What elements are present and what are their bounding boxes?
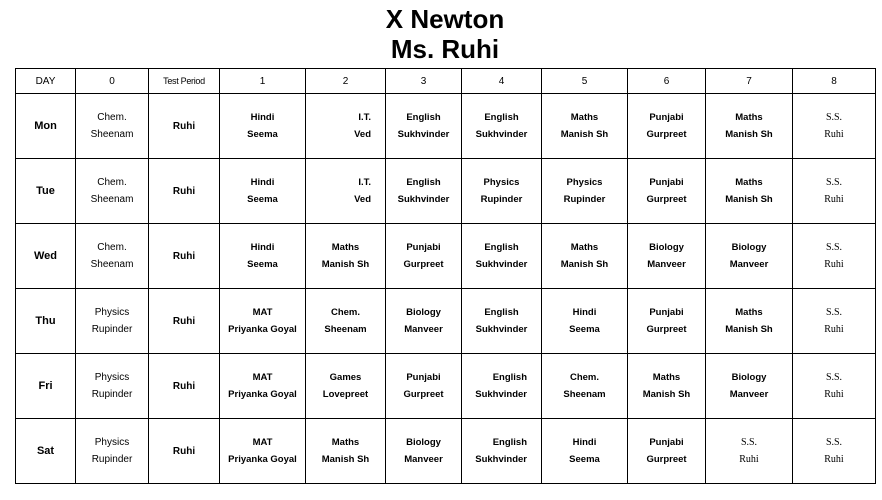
subject-label: Biology [406,436,441,448]
subject-label: I.T. [358,111,371,123]
teacher-label: Sheenam [324,323,367,335]
period-cell [386,159,462,224]
table-row [16,289,876,354]
subject-label: Hindi [572,436,597,448]
table-row [16,224,876,289]
teacher-label: Gurpreet [403,258,444,270]
subject-label: S.S. [825,241,843,253]
period-cell [542,419,628,484]
subject-label: MAT [252,306,273,318]
subject-label: Hindi [250,111,275,123]
teacher-label: Sheenam [90,258,134,270]
table-row [16,159,876,224]
column-header-5: 5 [542,69,628,94]
period-cell [220,224,306,289]
teacher-label: Ruhi [824,258,844,270]
subject-label: Punjabi [406,371,441,383]
period-cell [386,289,462,354]
subject-label: S.S. [825,111,843,123]
teacher-label: Sukhvinder [475,323,528,335]
subject-label: I.T. [358,176,371,188]
subject-label: Physics [483,176,520,188]
period-cell [706,289,793,354]
subject-label: MAT [252,436,273,448]
day-cell: Wed [16,224,76,289]
period-cell [793,94,876,159]
table-row [16,419,876,484]
subject-label: Biology [731,241,767,253]
period-cell [706,159,793,224]
subject-label: Hindi [250,176,275,188]
period-cell [793,224,876,289]
period-cell [706,94,793,159]
teacher-label: Gurpreet [646,323,687,335]
period-cell [628,354,706,419]
period-cell [542,224,628,289]
period-cell [628,224,706,289]
teacher-label: Manish Sh [725,128,773,140]
period-cell [386,354,462,419]
period-cell [628,94,706,159]
subject-label: English [406,111,441,123]
period-cell [628,419,706,484]
period-cell [793,159,876,224]
day-cell: Thu [16,289,76,354]
subject-label: English [484,306,519,318]
teacher-label: Manveer [729,258,769,270]
class-title: X Newton [385,4,505,34]
subject-label: Hindi [572,306,597,318]
period-cell [793,354,876,419]
teacher-label: Seema [569,453,600,465]
column-header-4: 4 [462,69,542,94]
period-cell [793,289,876,354]
subject-label: Maths [570,111,599,123]
period-cell [628,289,706,354]
subject-label: Maths [735,111,763,123]
column-header-8: 8 [793,69,876,94]
subject-label: English [492,371,527,383]
teacher-label: Sheenam [90,193,134,205]
day-cell: Sat [16,419,76,484]
teacher-label: Ved [354,193,371,205]
teacher-title: Ms. Ruhi [390,34,500,64]
day-cell: Fri [16,354,76,419]
test-period-cell: Ruhi [149,159,220,224]
period-cell [542,94,628,159]
period-cell [386,419,462,484]
period-cell [220,159,306,224]
subject-label: Physics [566,176,603,188]
subject-label: Chem. [97,241,127,253]
test-period-cell: Ruhi [149,224,220,289]
subject-label: S.S. [825,176,843,188]
teacher-label: Rupinder [91,323,133,335]
teacher-label: Manish Sh [725,193,773,205]
teacher-label: Manish Sh [725,323,773,335]
subject-label: Chem. [569,371,600,383]
period-cell [306,159,386,224]
teacher-label: Rupinder [563,193,606,205]
subject-label: Chem. [97,111,127,123]
teacher-label: Rupinder [91,388,133,400]
teacher-label: Gurpreet [646,193,687,205]
subject-label: Punjabi [406,241,441,253]
teacher-label: Gurpreet [646,128,687,140]
teacher-label: Manveer [404,453,443,465]
period-cell [706,419,793,484]
teacher-label: Seema [247,128,278,140]
teacher-label: Rupinder [91,453,133,465]
teacher-label: Sukhvinder [475,453,527,465]
teacher-label: Ruhi [824,453,844,465]
teacher-label: Manveer [729,388,769,400]
teacher-label: Ruhi [824,128,844,140]
subject-label: Punjabi [649,436,684,448]
period-cell [76,289,149,354]
period-cell [462,289,542,354]
subject-label: Games [329,371,362,383]
teacher-label: Priyanka Goyal [228,388,297,400]
period-cell [76,224,149,289]
period-cell [793,419,876,484]
subject-label: Punjabi [649,111,684,123]
subject-label: Maths [652,371,681,383]
subject-label: Punjabi [649,306,684,318]
subject-label: Maths [735,306,763,318]
column-header-day: DAY [16,69,76,94]
subject-label: English [406,176,441,188]
teacher-label: Gurpreet [646,453,687,465]
teacher-label: Sukhvinder [475,258,528,270]
teacher-label: Priyanka Goyal [228,453,297,465]
test-period-cell: Ruhi [149,94,220,159]
period-cell [220,354,306,419]
subject-label: Physics [94,371,130,383]
subject-label: S.S. [825,436,843,448]
period-cell [542,289,628,354]
subject-label: Punjabi [649,176,684,188]
teacher-label: Gurpreet [403,388,444,400]
period-cell [462,419,542,484]
period-cell [306,289,386,354]
period-cell [306,94,386,159]
teacher-label: Sukhvinder [475,388,527,400]
subject-label: Maths [570,241,599,253]
teacher-label: Lovepreet [322,388,369,400]
subject-label: English [492,436,527,448]
teacher-label: Manveer [404,323,443,335]
period-cell [462,224,542,289]
period-cell [306,354,386,419]
test-period-cell: Ruhi [149,289,220,354]
subject-label: S.S. [825,371,843,383]
period-cell [76,159,149,224]
subject-label: English [484,111,519,123]
subject-label: Physics [94,306,130,318]
period-cell [220,94,306,159]
subject-label: Biology [406,306,441,318]
teacher-label: Ved [354,128,371,140]
teacher-label: Manish Sh [642,388,691,400]
teacher-label: Manveer [647,258,686,270]
teacher-label: Seema [247,193,278,205]
period-cell [76,354,149,419]
header-row [16,69,876,94]
teacher-label: Sukhvinder [397,193,450,205]
table-row [16,94,876,159]
teacher-label: Sheenam [90,128,134,140]
period-cell [386,224,462,289]
period-cell [76,419,149,484]
subject-label: Maths [735,176,763,188]
period-cell [542,159,628,224]
table-row [16,354,876,419]
period-cell [306,419,386,484]
teacher-label: Ruhi [824,193,844,205]
teacher-label: Rupinder [480,193,523,205]
subject-label: MAT [252,371,273,383]
column-header-3: 3 [386,69,462,94]
test-period-cell: Ruhi [149,419,220,484]
column-header-test-period: Test Period [149,69,220,94]
period-cell [706,354,793,419]
subject-label: Biology [731,371,767,383]
column-header-2: 2 [306,69,386,94]
period-cell [306,224,386,289]
column-header-0: 0 [76,69,149,94]
teacher-label: Priyanka Goyal [228,323,297,335]
teacher-label: Ruhi [739,453,759,465]
subject-label: S.S. [825,306,843,318]
period-cell [706,224,793,289]
period-cell [220,289,306,354]
column-header-1: 1 [220,69,306,94]
period-cell [628,159,706,224]
subject-label: Maths [331,241,360,253]
period-cell [462,354,542,419]
teacher-label: Sukhvinder [475,128,528,140]
period-cell [462,94,542,159]
teacher-label: Sukhvinder [397,128,450,140]
subject-label: Biology [649,241,684,253]
teacher-label: Manish Sh [560,258,609,270]
subject-label: Hindi [250,241,275,253]
teacher-label: Manish Sh [321,258,370,270]
teacher-label: Seema [569,323,600,335]
period-cell [542,354,628,419]
teacher-label: Ruhi [824,388,844,400]
subject-label: Physics [94,436,130,448]
title-block [0,4,882,64]
period-cell [386,94,462,159]
subject-label: Maths [331,436,360,448]
teacher-label: Manish Sh [321,453,370,465]
day-cell: Mon [16,94,76,159]
period-cell [76,94,149,159]
subject-label: English [484,241,519,253]
subject-label: Chem. [330,306,361,318]
subject-label: S.S. [740,436,758,448]
teacher-label: Ruhi [824,323,844,335]
column-header-6: 6 [628,69,706,94]
period-cell [462,159,542,224]
subject-label: Chem. [97,176,127,188]
teacher-label: Manish Sh [560,128,609,140]
column-header-7: 7 [706,69,793,94]
teacher-label: Seema [247,258,278,270]
period-cell [220,419,306,484]
teacher-label: Sheenam [563,388,606,400]
day-cell: Tue [16,159,76,224]
test-period-cell: Ruhi [149,354,220,419]
timetable [15,68,876,484]
